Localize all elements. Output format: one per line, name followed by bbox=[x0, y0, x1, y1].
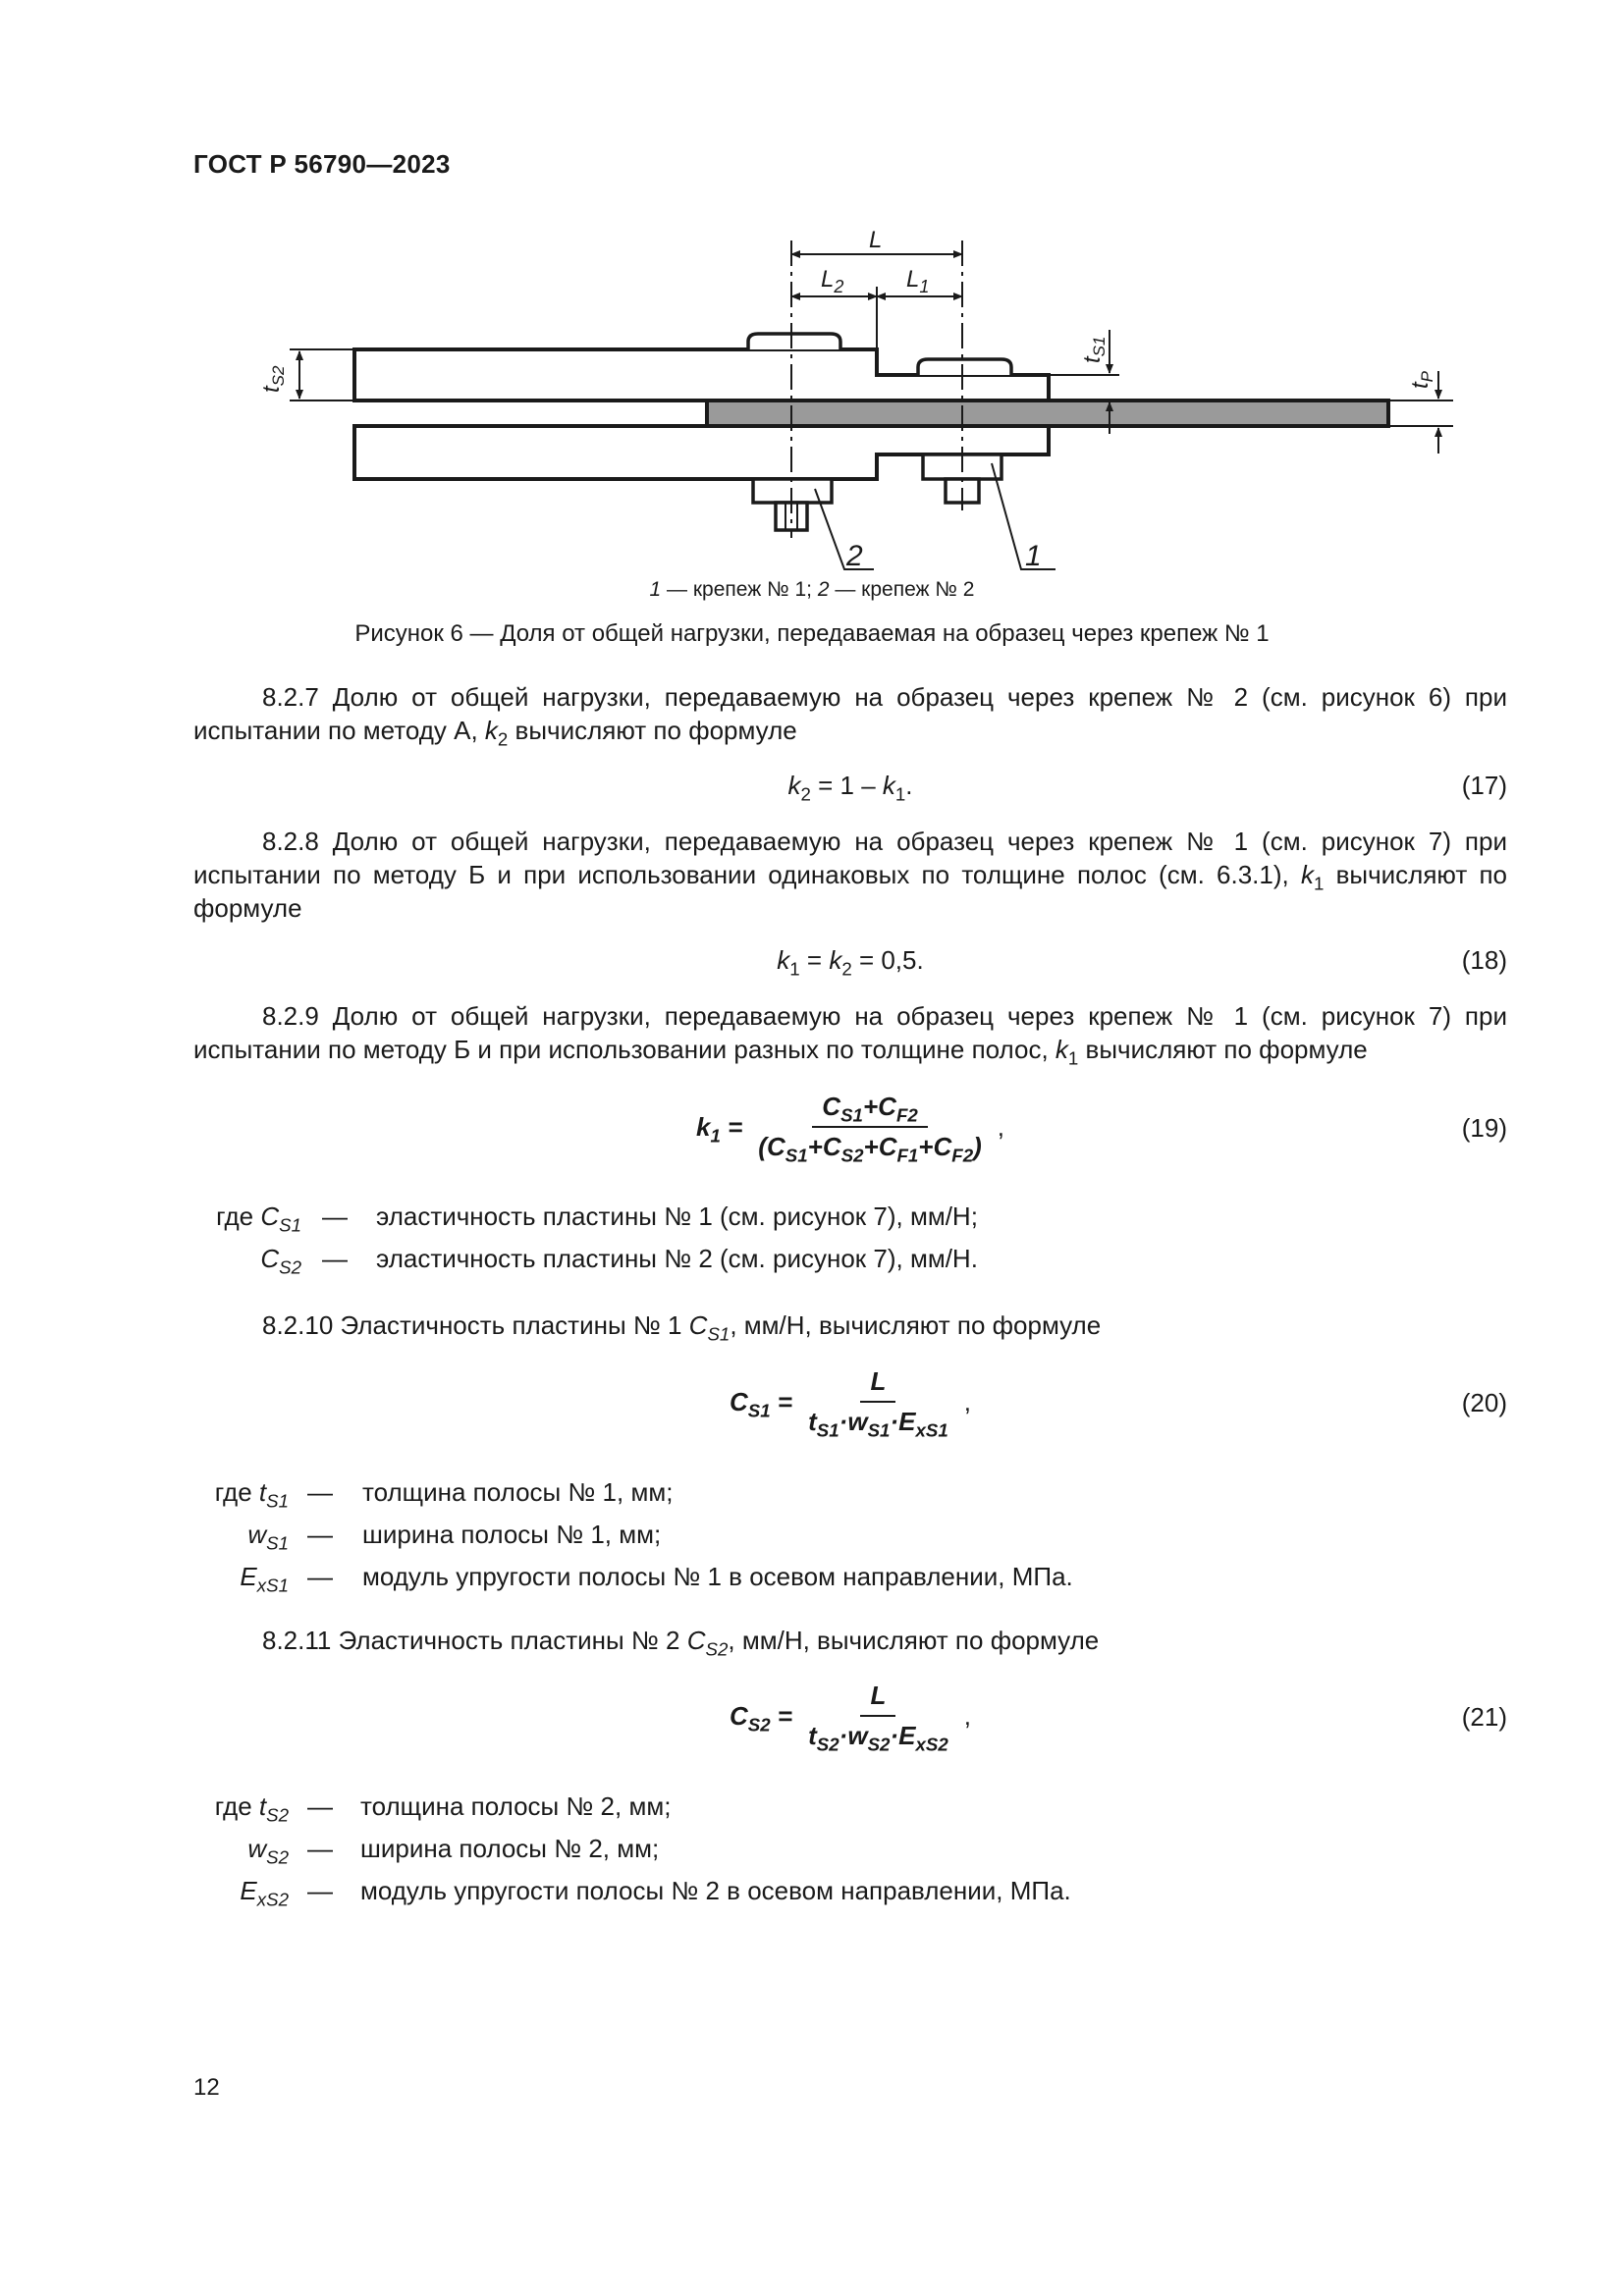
dim-label-tP: $t_P$ bbox=[1407, 370, 1436, 389]
equation-18: $k_1 = k_2 = 0,5$. (18) bbox=[777, 945, 1507, 980]
dim-label-L1: $L_1$ bbox=[906, 266, 930, 296]
equation-number: (20) bbox=[1461, 1388, 1507, 1417]
document-header: ГОСТ Р 56790—2023 bbox=[193, 149, 451, 179]
equation-number: (17) bbox=[1461, 771, 1507, 800]
dim-label-tS2: $t_{S2}$ bbox=[258, 365, 288, 393]
equation-number: (21) bbox=[1461, 1702, 1507, 1732]
equation-21: $C_{S2}$ = $\frac{L}{t_{S2}\cdot w_{S2}\cdot E_{xS2}}$ , (21) bbox=[730, 1681, 1507, 1755]
paragraph-8-2-7: 8.2.7 Долю от общей нагрузки, передаваемую на образец через крепеж № 2 (см. рисунок 6) при испытании по методу А, $k_2$ вычисляют по формуле bbox=[193, 682, 1507, 750]
paragraph-8-2-10: 8.2.10 Эластичность пластины № 1 $C_{S1}$, мм/Н, вычисляют по формуле bbox=[262, 1310, 1102, 1345]
where-block-21: где $t_{S2}$ — толщина полосы № 2, мм; $w_{S2}$ — ширина полосы № 2, мм; $E_{xS2}$ — модуль упругости полосы № 2 в осевом направлении, МПа. bbox=[214, 1791, 1071, 1910]
paragraph-8-2-9: 8.2.9 Долю от общей нагрузки, передаваемую на образец через крепеж № 1 (см. рисунок 7) при испытании по методу Б и при использовании разных по толщине полос, $k_1$ вычисляют по формуле bbox=[193, 1001, 1507, 1069]
equation-20: $C_{S1}$ = $\frac{L}{t_{S1}\cdot w_{S1}\cdot E_{xS1}}$ , (20) bbox=[730, 1366, 1507, 1441]
figure-caption: Рисунок 6 — Доля от общей нагрузки, передаваемая на образец через крепеж № 1 bbox=[354, 620, 1270, 647]
specimen-strip bbox=[707, 400, 1388, 426]
where-block-20: где $t_{S1}$ — толщина полосы № 1, мм; $w_{S1}$ — ширина полосы № 1, мм; $E_{xS1}$ — модуль упругости полосы № 1 в осевом направлении, МПа. bbox=[214, 1477, 1073, 1596]
dim-label-tS1: $t_{S1}$ bbox=[1079, 336, 1109, 363]
equation-17: $k_2 = 1 - k_1$. (17) bbox=[787, 771, 1507, 805]
page-number: 12 bbox=[193, 2074, 220, 2101]
callout-2: 2 bbox=[846, 540, 863, 572]
equation-19: $k_1$ = $\frac{C_{S1}+C_{F2}}{(C_{S1}+C_{S2}+C_{F1}+C_{F2})}$ , (19) bbox=[696, 1092, 1507, 1166]
fastener-1-head bbox=[918, 359, 1011, 375]
equation-number: (19) bbox=[1461, 1113, 1507, 1143]
where-block-19: где $C_{S1}$ — эластичность пластины № 1 (см. рисунок 7), мм/Н; $C_{S2}$ — эластичность пластины № 2 (см. рисунок 7), мм/Н. bbox=[216, 1201, 978, 1278]
equation-number: (18) bbox=[1461, 945, 1507, 975]
dim-label-L: L bbox=[869, 227, 883, 253]
callout-1: 1 bbox=[1025, 540, 1042, 572]
dim-label-L2: $L_2$ bbox=[821, 266, 844, 296]
fastener-2-head bbox=[748, 334, 840, 349]
paragraph-8-2-11: 8.2.11 Эластичность пластины № 2 $C_{S2}$, мм/Н, вычисляют по формуле bbox=[262, 1626, 1100, 1660]
figure-legend: 1 — крепеж № 1; 2 — крепеж № 2 bbox=[649, 578, 975, 601]
paragraph-8-2-8: 8.2.8 Долю от общей нагрузки, передаваемую на образец через крепеж № 1 (см. рисунок 7) при испытании по методу Б и при использовании одинаковых по толщине полос (см. 6.3.1), $k_1$ вычисляют по формуле bbox=[193, 827, 1507, 923]
